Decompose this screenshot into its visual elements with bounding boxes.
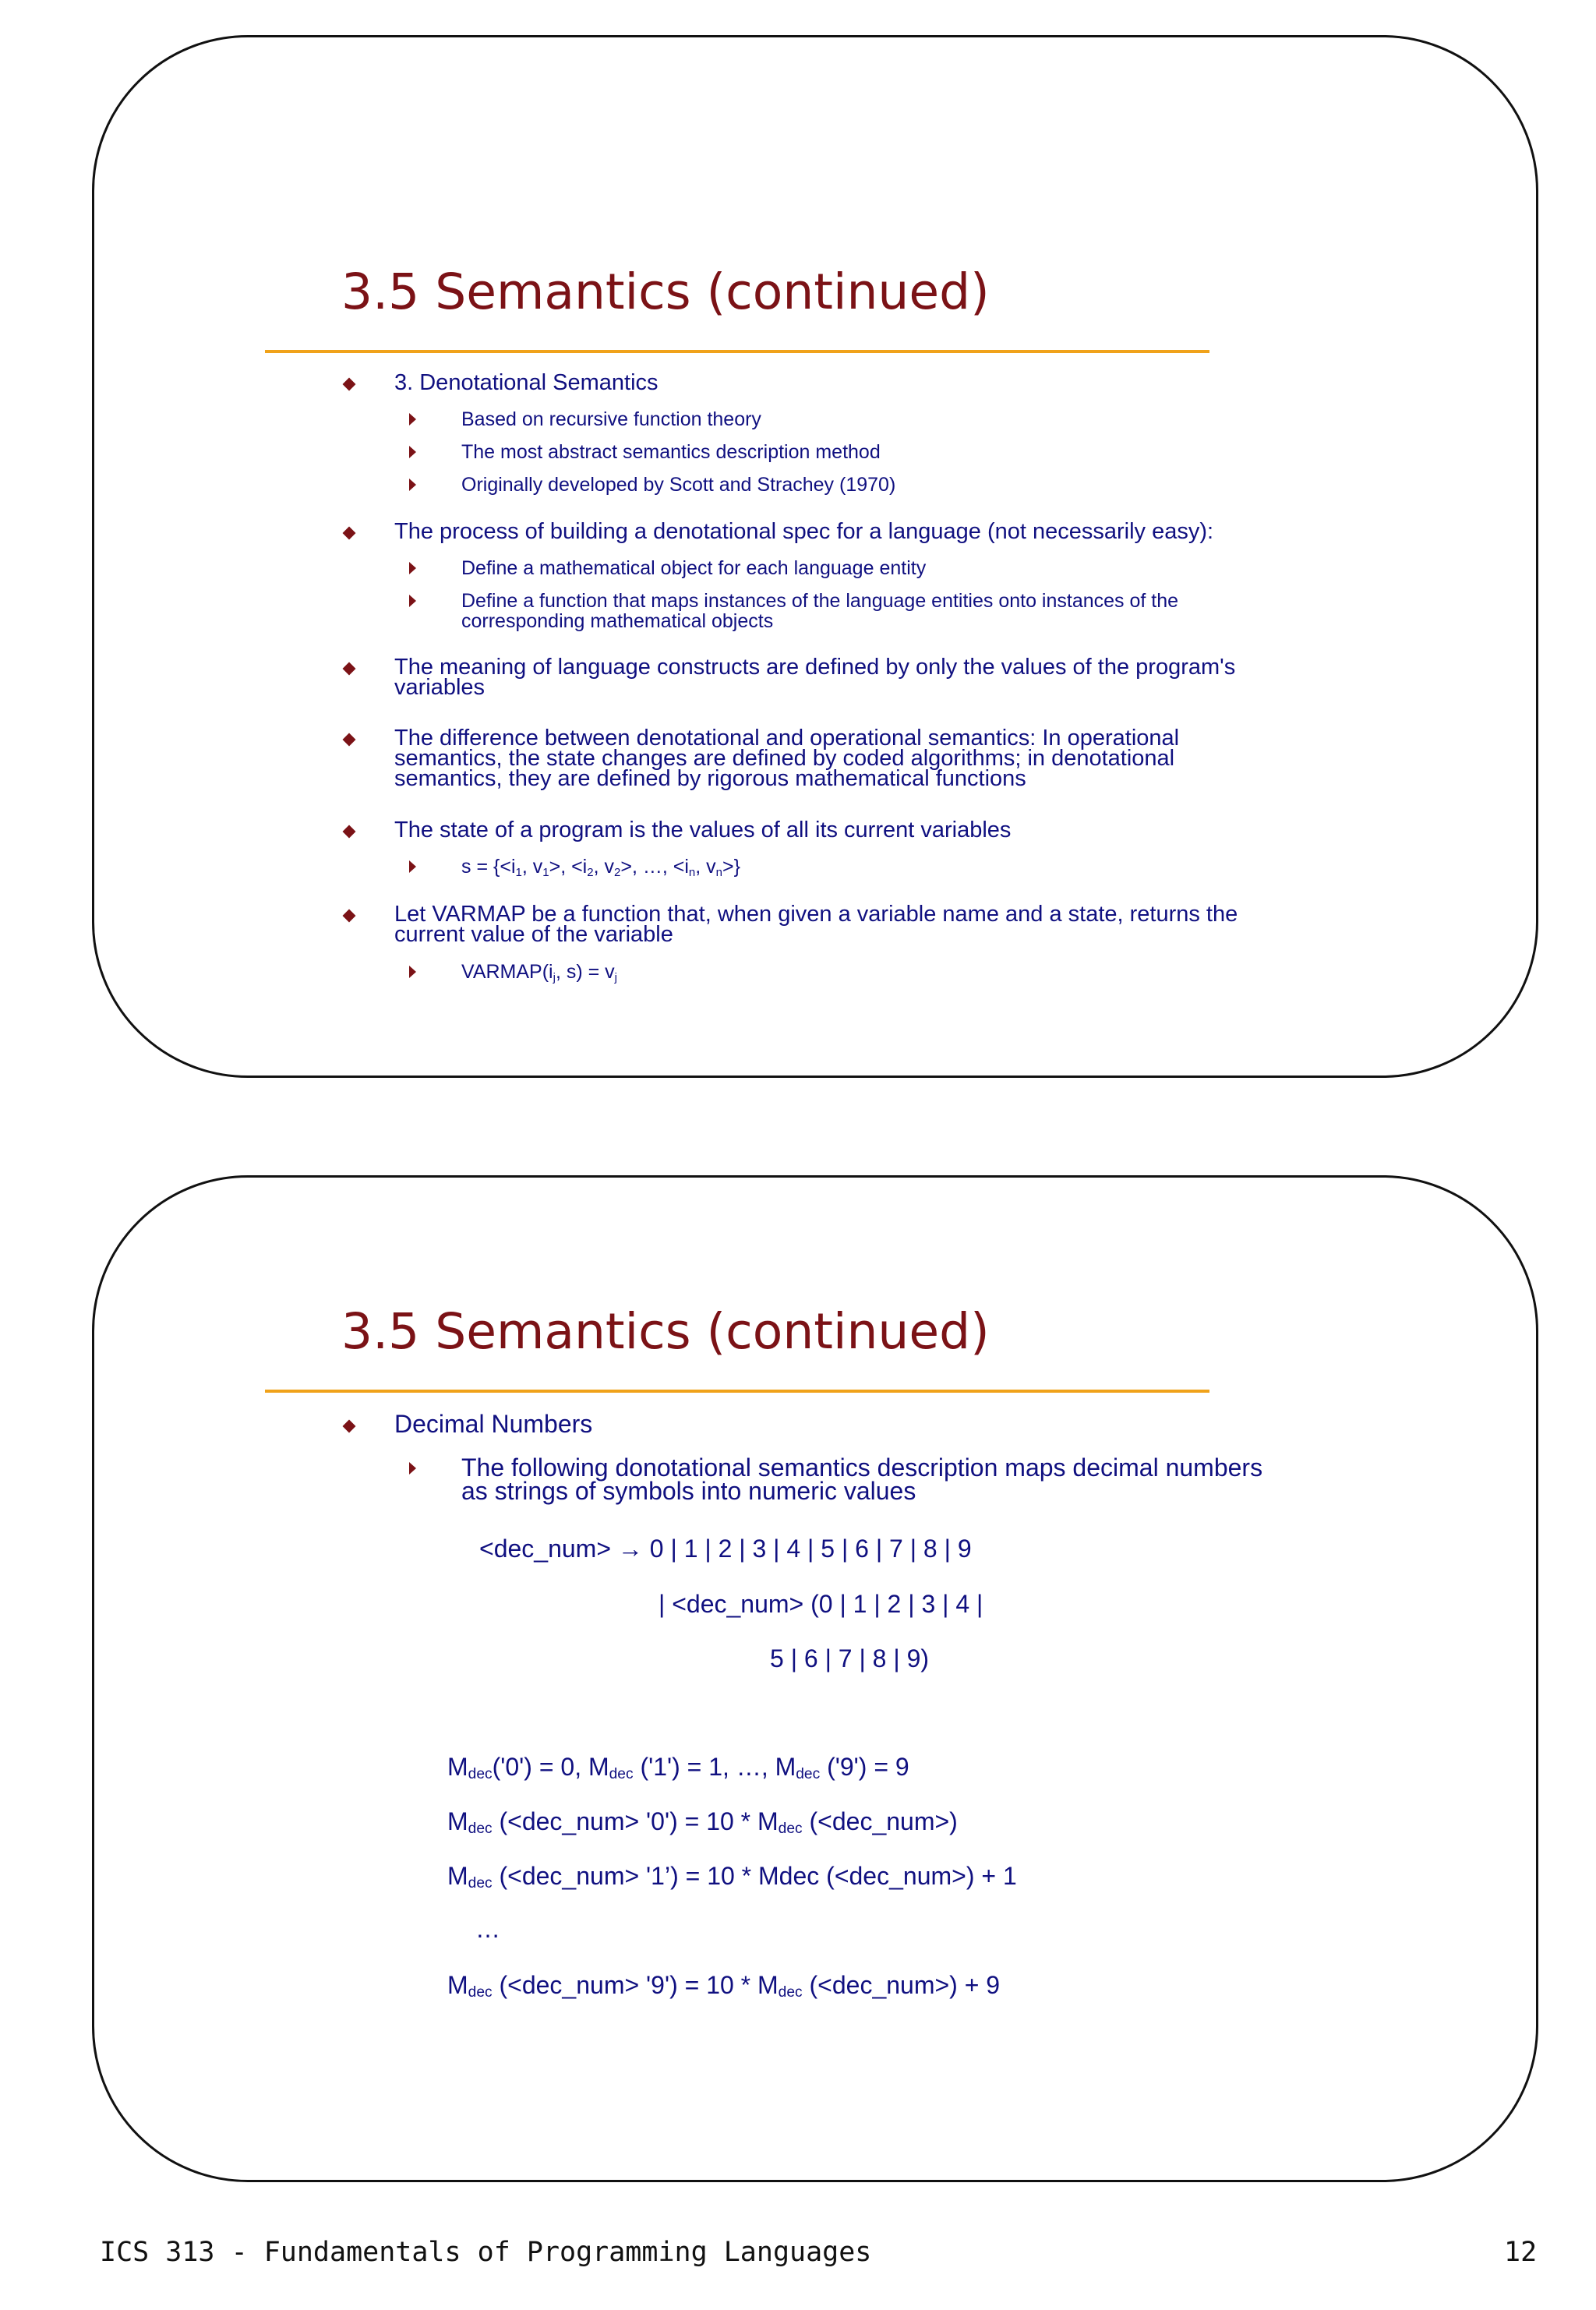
- bullet-text: current value of the variable: [394, 922, 673, 947]
- sub-bullet-triangle-icon: [409, 966, 416, 978]
- grammar-line: <dec_num> → 0 | 1 | 2 | 3 | 4 | 5 | 6 | 7 | 8 | 9: [479, 1535, 972, 1563]
- sub-bullet-text: Define a mathematical object for each language entity: [461, 557, 927, 579]
- bullet-text: Decimal Numbers: [394, 1410, 593, 1438]
- bullet-text: variables: [394, 675, 486, 700]
- sub-bullet-text: as strings of symbols into numeric values: [461, 1477, 916, 1505]
- grammar-line: | <dec_num> (0 | 1 | 2 | 3 | 4 |: [659, 1590, 983, 1618]
- sub-bullet-text: The most abstract semantics description method: [461, 441, 881, 463]
- sub-bullet-triangle-icon: [409, 595, 416, 607]
- bullet-text: 3. Denotational Semantics: [394, 370, 659, 395]
- semantic-equation: $M_{dec}$ (<dec_num> '$0') = 10 * M_{dec}$ (<dec_num>): [447, 1807, 958, 1837]
- page-number: 12: [1504, 2237, 1538, 2268]
- semantic-equation: $M_{dec}$ (<dec_num> '$9') = 10 * M_{dec}$ (<dec_num>) + 9: [447, 1971, 1001, 2001]
- sub-bullet-triangle-icon: [409, 413, 416, 426]
- state-formula: $s = \{<i_1$, $v_1>$, $<i_2$, $v_2>$, …, $<i_n$, $v_n>$}: [461, 856, 740, 879]
- semantic-equation: $M_{dec}('0') = 0$, $M_{dec}$ ('1') = 1, …, $M_{dec}$ ('9') = 9: [447, 1753, 909, 1782]
- ellipsis: …: [475, 1915, 500, 1943]
- bullet-text: Let VARMAP be a function that, when given a variable name and a state, returns the: [394, 902, 1238, 927]
- footer-course-title: ICS 313 - Fundamentals of Programming Languages: [100, 2237, 872, 2268]
- sub-bullet-triangle-icon: [409, 479, 416, 491]
- bullet-text: The meaning of language constructs are defined by only the values of the program's: [394, 655, 1236, 680]
- sub-bullet-text: Define a function that maps instances of the language entities onto instances of the: [461, 590, 1179, 612]
- sub-bullet-triangle-icon: [409, 1462, 416, 1475]
- sub-bullet-triangle-icon: [409, 860, 416, 873]
- title-underline: [265, 1390, 1209, 1393]
- semantic-equation: $M_{dec}$ (<dec_num> '1’) = 10 * Mdec (<dec_num>) + 1: [447, 1862, 1017, 1891]
- sub-bullet-text: corresponding mathematical objects: [461, 610, 774, 632]
- bullet-text: The state of a program is the values of all its current variables: [394, 818, 1012, 842]
- grammar-line: 5 | 6 | 7 | 8 | 9): [770, 1644, 930, 1672]
- title-underline: [265, 350, 1209, 353]
- bullet-text: semantics, the state changes are defined by coded algorithms; in denotational: [394, 746, 1175, 771]
- sub-bullet-text: The following donotational semantics description maps decimal numbers: [461, 1453, 1263, 1482]
- slide-title: 3.5 Semantics (continued): [341, 1303, 990, 1360]
- sub-bullet-triangle-icon: [409, 562, 416, 574]
- bullet-text: The process of building a denotational spec for a language (not necessarily easy):: [394, 519, 1214, 544]
- varmap-formula: $VARMAP(i_j$, $s) = v_j$: [461, 961, 618, 984]
- bullet-text: semantics, they are defined by rigorous mathematical functions: [394, 766, 1026, 791]
- slide-title: 3.5 Semantics (continued): [341, 263, 990, 320]
- bullet-text: The difference between denotational and operational semantics: In operational: [394, 726, 1180, 751]
- sub-bullet-triangle-icon: [409, 446, 416, 458]
- sub-bullet-text: Originally developed by Scott and Strachey (1970): [461, 474, 896, 496]
- sub-bullet-text: Based on recursive function theory: [461, 408, 761, 430]
